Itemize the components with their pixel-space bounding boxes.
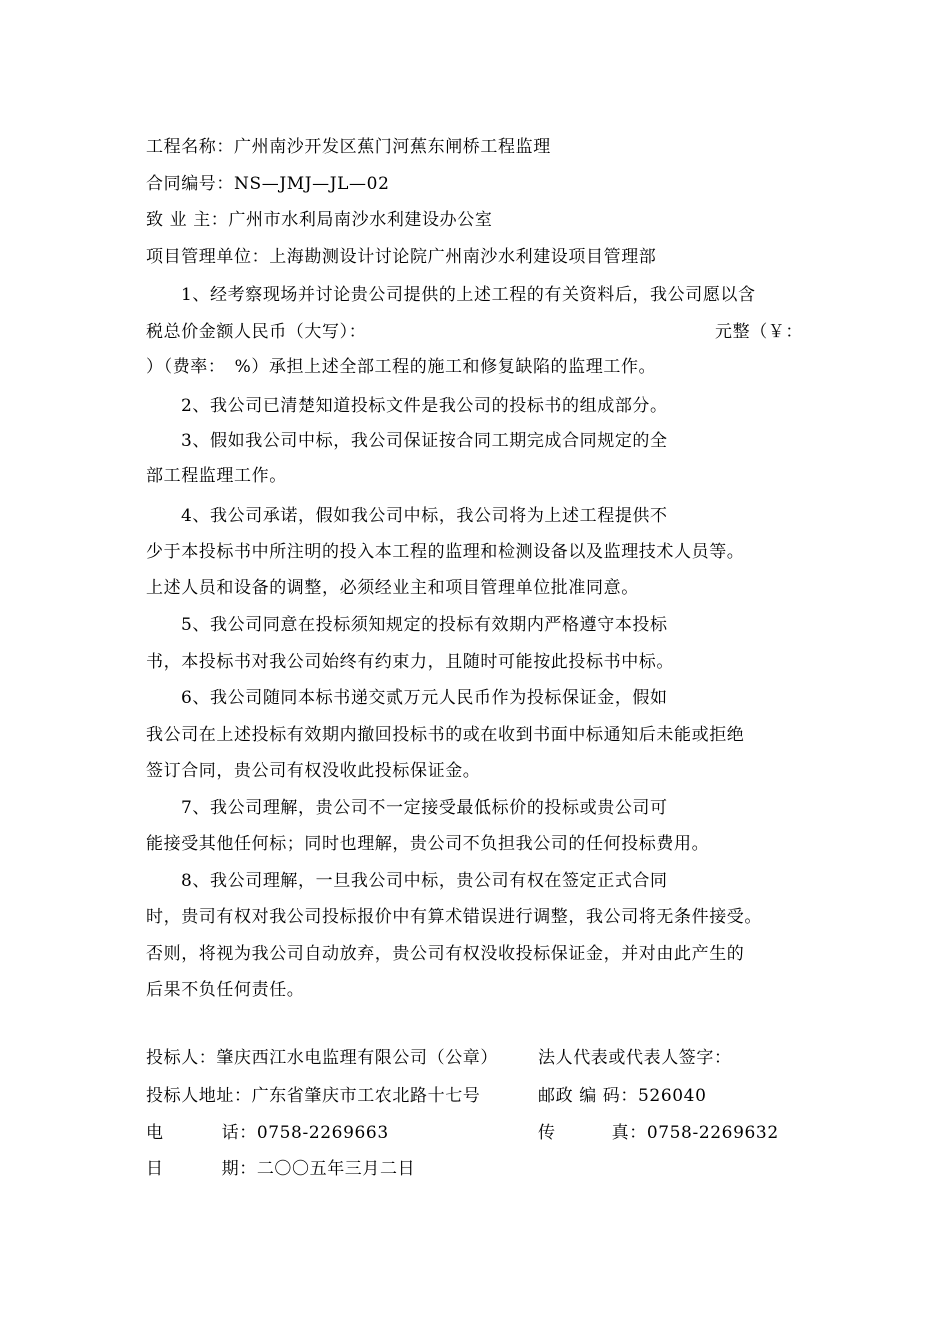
clause-7-line-2: 能接受其他任何标；同时也理解，贵公司不负担我公司的任何投标费用。 (146, 834, 710, 854)
fax-line (538, 1122, 779, 1144)
manager-label: 项目管理单位： (146, 247, 270, 267)
clause-8-line-1: 8、我公司理解，一旦我公司中标，贵公司有权在签定正式合同 (181, 871, 668, 891)
address-label: 投标人地址： (146, 1086, 252, 1106)
contract-no-line (146, 173, 390, 195)
date-value: 二〇〇五年三月二日 (256, 1159, 416, 1179)
phone-value: 0758-2269663 (256, 1123, 389, 1143)
legal-rep-signature-label: 法人代表或代表人签字： (538, 1048, 732, 1068)
price-yuan-label: 元整（￥： (715, 322, 803, 342)
clause-3-line-2: 部工程监理工作。 (146, 466, 287, 486)
bidder-line: 投标人：肇庆西江水电监理有限公司（公章） (146, 1048, 498, 1068)
fax-label-2: 真： (611, 1123, 647, 1143)
clause-8-line-3: 否则，将视为我公司自动放弃，贵公司有权没收投标保证金，并对由此产生的 (146, 944, 745, 964)
clause-1-line-2 (146, 321, 803, 343)
date-line (146, 1158, 415, 1180)
clause-4-line-3: 上述人员和设备的调整，必须经业主和项目管理单位批准同意。 (146, 578, 639, 598)
clause-4-line-1: 4、我公司承诺，假如我公司中标，我公司将为上述工程提供不 (181, 506, 668, 526)
clause-8-line-4: 后果不负任何责任。 (146, 980, 305, 1000)
owner-line (146, 209, 492, 231)
manager-line (146, 246, 656, 268)
fax-label-1: 传 (538, 1123, 556, 1143)
clause-8-line-2: 时，贵司有权对我公司投标报价中有算术错误进行调整，我公司将无条件接受。 (146, 907, 762, 927)
date-label-2: 期： (221, 1159, 257, 1179)
clause-4-line-2: 少于本投标书中所注明的投入本工程的监理和检测设备以及监理技术人员等。 (146, 542, 745, 562)
manager-name: 上海勘测设计讨论院广州南沙水利建设项目管理部 (269, 247, 657, 267)
project-name-line (146, 136, 551, 158)
address-line (146, 1085, 480, 1107)
fax-value: 0758-2269632 (646, 1123, 779, 1143)
contract-label: 合同编号： (146, 174, 234, 194)
clause-6-line-1: 6、我公司随同本标书递交贰万元人民币作为投标保证金，假如 (181, 688, 668, 708)
date-label-1: 日 (146, 1159, 164, 1179)
clause-3-line-1: 3、假如我公司中标，我公司保证按合同工期完成合同规定的全 (181, 431, 668, 451)
phone-line (146, 1122, 389, 1144)
phone-label-2: 话： (221, 1123, 257, 1143)
clause-5-line-2: 书，本投标书对我公司始终有约束力，且随时可能按此投标书中标。 (146, 652, 674, 672)
contract-no: NS—JMJ—JL—02 (234, 174, 390, 194)
project-label: 工程名称： (146, 137, 234, 157)
owner-label: 致 业 主： (146, 210, 229, 230)
clause-2-line-1: 2、我公司已清楚知道投标文件是我公司的投标书的组成部分。 (181, 396, 668, 416)
postcode-label: 邮政 编 码： (538, 1086, 639, 1106)
clause-1-line-3: ）（费率： %）承担上述全部工程的施工和修复缺陷的监理工作。 (146, 357, 657, 377)
phone-label-1: 电 (146, 1123, 164, 1143)
clause-1-line-1: 1、经考察现场并讨论贵公司提供的上述工程的有关资料后，我公司愿以含 (181, 285, 756, 305)
owner-name: 广州市水利局南沙水利建设办公室 (228, 210, 493, 230)
postcode-line (538, 1085, 707, 1107)
clause-5-line-1: 5、我公司同意在投标须知规定的投标有效期内严格遵守本投标 (181, 615, 668, 635)
address-value: 广东省肇庆市工农北路十七号 (251, 1086, 481, 1106)
clause-7-line-1: 7、我公司理解，贵公司不一定接受最低标价的投标或贵公司可 (181, 798, 668, 818)
project-name: 广州南沙开发区蕉门河蕉东闸桥工程监理 (234, 137, 551, 157)
clause-6-line-3: 签订合同，贵公司有权没收此投标保证金。 (146, 761, 481, 781)
clause-6-line-2: 我公司在上述投标有效期内撤回投标书的或在收到书面中标通知后未能或拒绝 (146, 725, 745, 745)
postcode-value: 526040 (638, 1086, 707, 1106)
price-words-label: 税总价金额人民币（大写）： (146, 322, 367, 342)
